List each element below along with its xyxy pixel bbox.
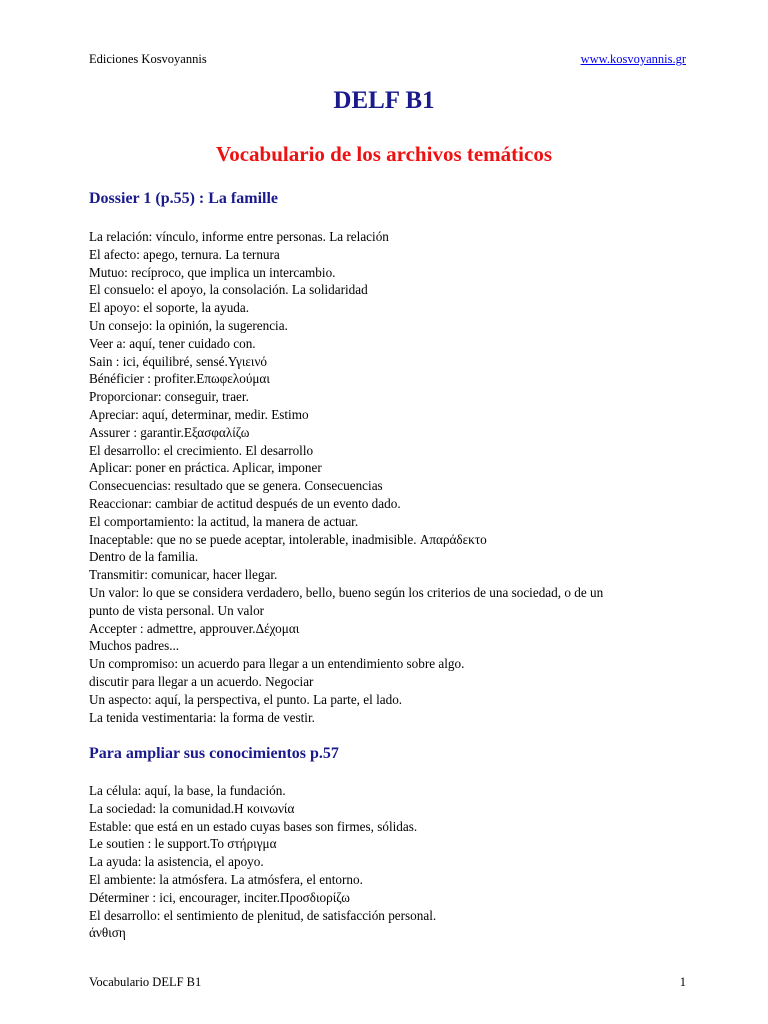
- vocabulary-entry: Un consejo: la opinión, la sugerencia.: [89, 317, 288, 333]
- vocabulary-entry: El desarrollo: el sentimiento de plenitud, de satisfacción personal.: [89, 907, 437, 923]
- vocabulary-entry: La tenida vestimentaria: la forma de vestir.: [89, 709, 315, 725]
- page-header: [89, 51, 686, 67]
- vocabulary-entry: Mutuo: recíproco, que implica un intercambio.: [89, 264, 336, 280]
- vocabulary-entry: La relación: vínculo, informe entre personas. La relación: [89, 229, 389, 244]
- vocabulary-entry: Le soutien : le support.Το στήριγμα: [89, 836, 277, 852]
- vocabulary-entry: El consuelo: el apoyo, la consolación. La solidaridad: [89, 282, 368, 298]
- vocabulary-list-dossier-1: [89, 228, 689, 726]
- section-heading-dossier-1: Dossier 1 (p.55) : La famille: [89, 190, 279, 207]
- vocabulary-entry: Dentro de la familia.: [89, 549, 199, 565]
- vocabulary-entry: Un aspecto: aquí, la perspectiva, el punto. La parte, el lado.: [89, 691, 403, 707]
- vocabulary-entry: Accepter : admettre, approuver.Δέχομαι: [89, 620, 300, 636]
- vocabulary-entry: El desarrollo: el crecimiento. El desarrollo: [89, 442, 314, 458]
- vocabulary-entry: Muchos padres...: [89, 638, 180, 654]
- vocabulary-entry: Bénéficier : profiter.Επωφελούμαι: [89, 371, 270, 387]
- vocabulary-entry: Veer a: aquí, tener cuidado con.: [89, 335, 256, 351]
- page-subtitle: Vocabulario de los archivos temáticos: [216, 142, 552, 166]
- vocabulary-entry: El comportamiento: la actitud, la manera de actuar.: [89, 513, 359, 529]
- vocabulary-entry: Déterminer : ici, encourager, inciter.Προσδιορίζω: [89, 889, 350, 905]
- vocabulary-entry: Apreciar: aquí, determinar, medir. Estimo: [89, 406, 309, 422]
- page-title: DELF B1: [333, 87, 435, 114]
- page-number: 1: [679, 975, 686, 989]
- vocabulary-entry: La sociedad: la comunidad.Η κοινωνία: [89, 800, 295, 816]
- vocabulary-entry: Reaccionar: cambiar de actitud después de un evento dado.: [89, 495, 401, 511]
- vocabulary-entry: Transmitir: comunicar, hacer llegar.: [89, 567, 278, 583]
- publisher-name: Ediciones Kosvoyannis: [89, 52, 207, 66]
- vocabulary-entry: Un compromiso: un acuerdo para llegar a un entendimiento sobre algo.: [89, 656, 465, 672]
- website-link[interactable]: www.kosvoyannis.gr: [580, 52, 686, 66]
- vocabulary-entry: Un valor: lo que se considera verdadero, bello, bueno según los criterios de una sociedad, o de un: [89, 584, 604, 600]
- vocabulary-entry: El apoyo: el soporte, la ayuda.: [89, 300, 250, 316]
- vocabulary-entry: Aplicar: poner en práctica. Aplicar, imponer: [89, 460, 322, 476]
- vocabulary-entry: La célula: aquí, la base, la fundación.: [89, 783, 286, 798]
- vocabulary-entry: Assurer : garantir.Εξασφαλίζω: [89, 424, 250, 440]
- vocabulary-entry: Estable: que está en un estado cuyas bases son firmes, sólidas.: [89, 818, 418, 834]
- vocabulary-entry: El ambiente: la atmósfera. La atmósfera, el entorno.: [89, 871, 363, 887]
- vocabulary-entry: Proporcionar: conseguir, traer.: [89, 389, 249, 405]
- page-footer: [89, 974, 686, 990]
- section-heading-ampliar: Para ampliar sus conocimientos p.57: [89, 745, 339, 762]
- vocabulary-entry: Consecuencias: resultado que se genera. Consecuencias: [89, 478, 383, 494]
- footer-label: Vocabulario DELF B1: [89, 975, 202, 989]
- vocabulary-list-ampliar: [89, 782, 689, 942]
- vocabulary-entry: άνθιση: [89, 925, 126, 941]
- vocabulary-entry: Sain : ici, équilibré, sensé.Υγιεινό: [89, 353, 268, 369]
- vocabulary-entry: punto de vista personal. Un valor: [89, 602, 265, 618]
- vocabulary-entry: discutir para llegar a un acuerdo. Negociar: [89, 673, 314, 689]
- vocabulary-entry: La ayuda: la asistencia, el apoyo.: [89, 854, 264, 870]
- vocabulary-entry: Inaceptable: que no se puede aceptar, intolerable, inadmisible. Απαράδεκτο: [89, 531, 487, 547]
- vocabulary-entry: El afecto: apego, ternura. La ternura: [89, 246, 280, 262]
